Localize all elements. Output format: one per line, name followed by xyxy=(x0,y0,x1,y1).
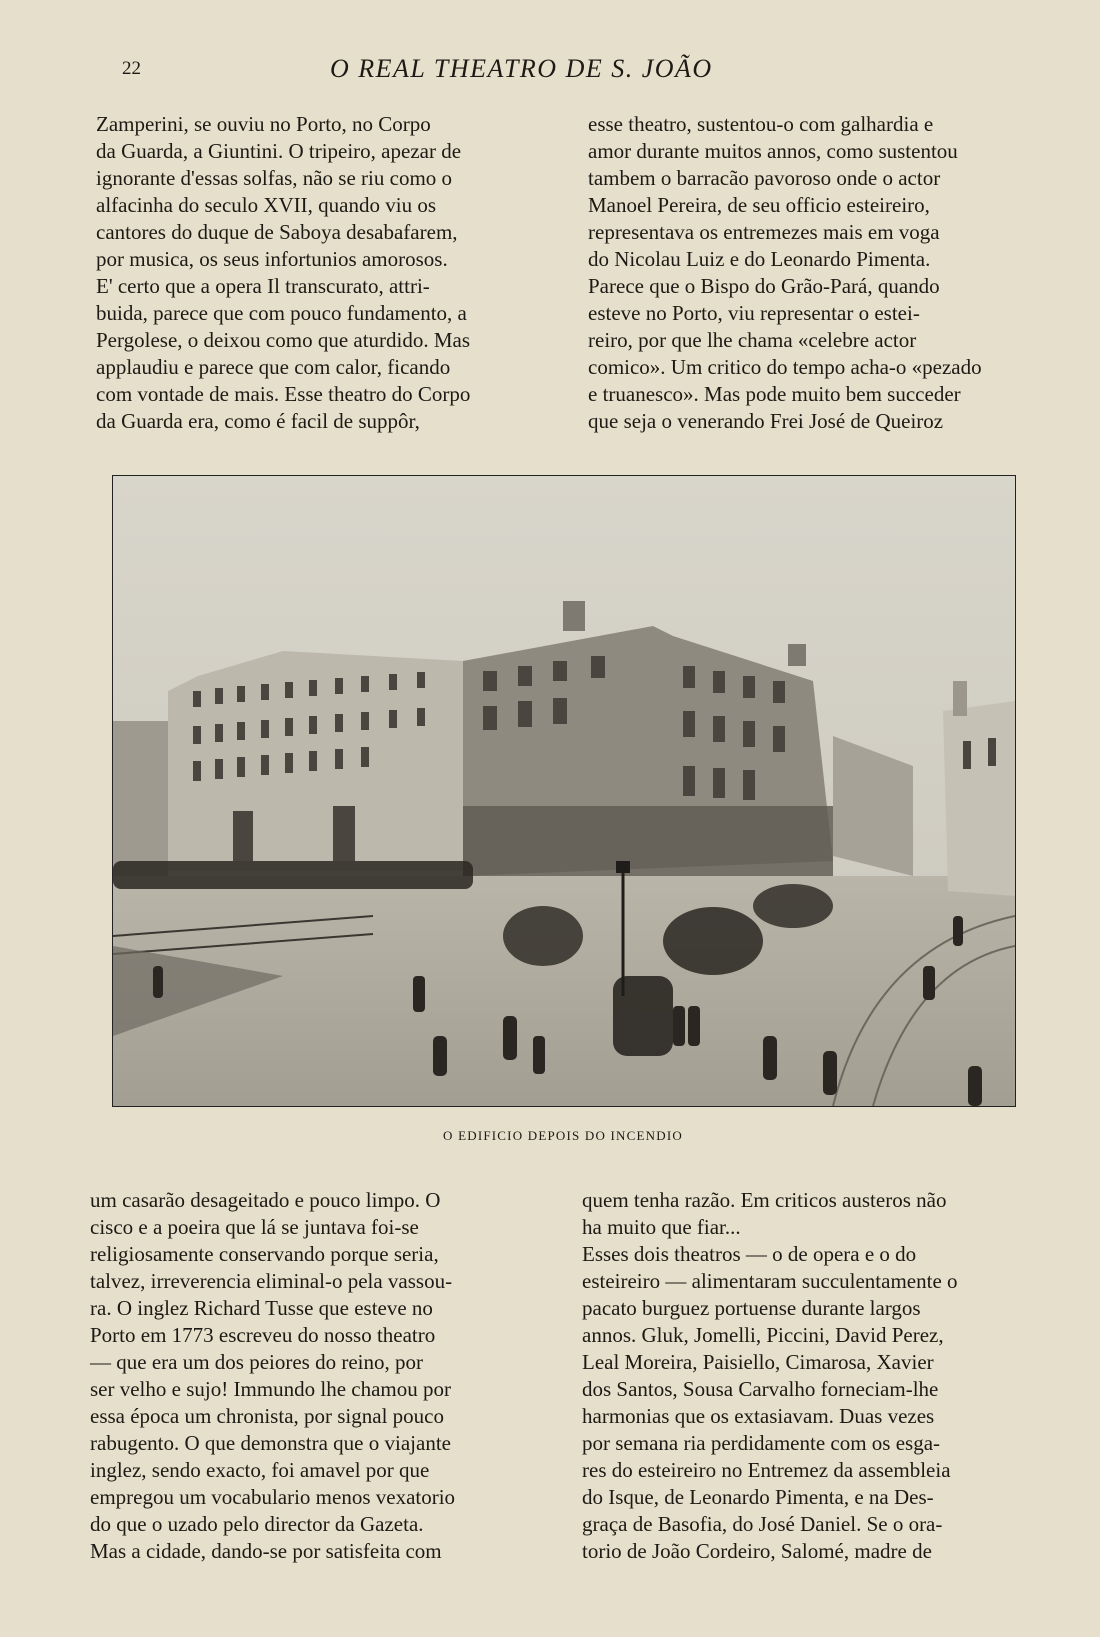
text-column-bottom-right: quem tenha razão. Em criticos austeros não ha muito que fiar... Esses dois theatros — o de opera e o do esteireiro — alimentaram succulentamente o pacato burguez portuense durante largos annos. Gluk, Jomelli, Piccini, David Perez, Leal Moreira, Paisiello, Cimarosa, Xavier dos Santos, Sousa Carvalho forneciam-lhe harmonias que os extasiavam. Duas vezes por semana ria perdidamente com os esga- res do esteireiro no Entremez da assembleia do Isque, de Leonardo Pimenta, e na Des- graça de Basofia, do José Daniel. Se o ora- torio de João Cordeiro, Salomé, madre de xyxy=(582,1188,958,1563)
text-column-bottom-left: um casarão desageitado e pouco limpo. O cisco e a poeira que lá se juntava foi-se religiosamente conservando porque seria, talvez, irreverencia eliminal-o pela vassou- ra. O inglez Richard Tusse que esteve no Porto em 1773 escreveu do nosso theatro — que era um dos peiores do reino, por ser velho e sujo! Immundo lhe chamou por essa época um chronista, por signal pouco rabugento. O que demonstra que o viajante inglez, sendo exacto, foi amavel por que empregou um vocabulario menos vexatorio do que o uzado pelo director da Gazeta. Mas a cidade, dando-se por satisfeita com xyxy=(90,1188,456,1563)
text-column-top-right: esse theatro, sustentou-o com galhardia e amor durante muitos annos, como sustentou tambem o barracão pavoroso onde o actor Manoel Pereira, de seu officio esteireiro, representava os entremezes mais em voga do Nicolau Luiz e do Leonardo Pimenta. Parece que o Bispo do Grão-Pará, quando esteve no Porto, viu representar o estei- reiro, por que lhe chama «celebre actor comico». Um critico do tempo acha-o «pezado e truanesco». Mas pode muito bem succeder que seja o venerando Frei José de Queiroz xyxy=(588,112,982,433)
text-column-top-left: Zamperini, se ouviu no Porto, no Corpo da Guarda, a Giuntini. O tripeiro, apezar de ignorante d'essas solfas, não se riu como o alfacinha do seculo XVII, quando viu os cantores do duque de Saboya desabafarem, por musica, os seus infortunios amorosos. E' certo que a opera Il transcurato, attri- buida, parece que com pouco fundamento, a Pergolese, o deixou como que aturdido. Mas applaudiu e parece que com calor, ficando com vontade de mais. Esse theatro do Corpo da Guarda era, como é facil de suppôr, xyxy=(96,112,471,433)
photograph-burned-theatre xyxy=(112,475,1016,1107)
page-number: 22 xyxy=(122,58,141,79)
running-title: O REAL THEATRO DE S. JOÃO xyxy=(330,54,713,83)
figure-caption: O EDIFICIO DEPOIS DO INCENDIO xyxy=(443,1128,683,1143)
